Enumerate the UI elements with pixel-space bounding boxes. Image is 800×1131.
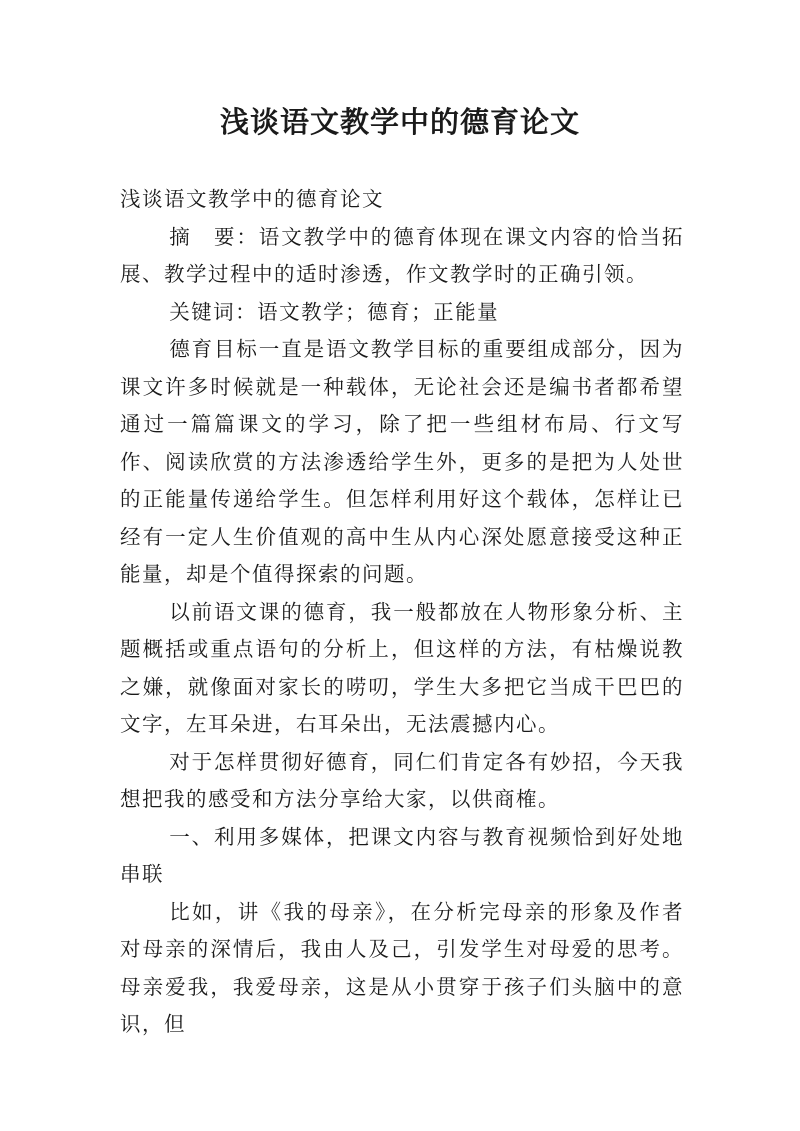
paragraph-body-2: 以前语文课的德育，我一般都放在人物形象分析、主题概括或重点语句的分析上，但这样的方法，有枯燥说教之嫌，就像面对家长的唠叨，学生大多把它当成干巴巴的文字，左耳朵进，右耳朵出，无法震撼内心。 — [120, 599, 684, 736]
paragraph-keywords: 关键词：语文教学；德育；正能量 — [169, 299, 500, 324]
section-heading-1: 一、利用多媒体，把课文内容与教育视频恰到好处地串联 — [120, 824, 684, 886]
paragraph-body-3: 对于怎样贯彻好德育，同仁们肯定各有妙招，今天我想把我的感受和方法分享给大家，以供商榷。 — [120, 749, 684, 811]
document-body — [120, 181, 684, 1044]
paragraph-subtitle: 浅谈语文教学中的德育论文 — [120, 187, 384, 211]
paragraph-body-1: 德育目标一直是语文教学目标的重要组成部分，因为课文许多时候就是一种载体，无论社会还是编书者都希望通过一篇篇课文的学习，除了把一些组材布局、行文写作、阅读欣赏的方法渗透给学生外，更多的是把为人处世的正能量传递给学生。但怎样利用好这个载体，怎样让已经有一定人生价值观的高中生从内心深处愿意接受这种正能量，却是个值得探索的问题。 — [120, 337, 684, 586]
document-title: 浅谈语文教学中的德育论文 — [219, 105, 580, 139]
paragraph-abstract: 摘 要：语文教学中的德育体现在课文内容的恰当拓展、教学过程中的适时渗透，作文教学时的正确引领。 — [120, 224, 684, 286]
paragraph-body-4: 比如，讲《我的母亲》，在分析完母亲的形象及作者对母亲的深情后，我由人及己，引发学生对母爱的思考。母亲爱我，我爱母亲，这是从小贯穿于孩子们头脑中的意识，但 — [120, 899, 684, 1036]
